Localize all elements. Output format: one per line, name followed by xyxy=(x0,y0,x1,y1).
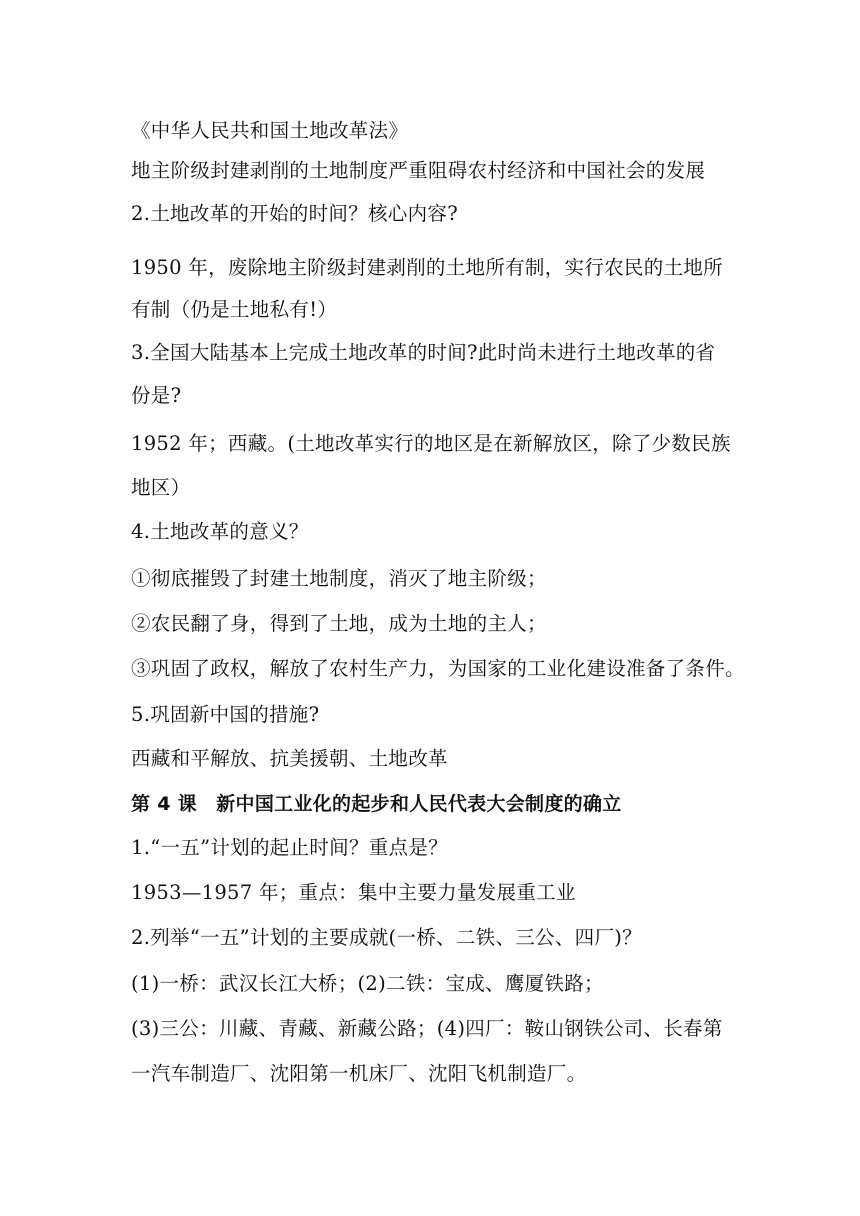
lesson-heading: 第 4 课 新中国工业化的起步和人民代表大会制度的确立 xyxy=(131,793,622,815)
question-line: 3.全国大陆基本上完成土地改革的时间?此时尚未进行土地改革的省 xyxy=(131,341,716,364)
text-line: 一汽车制造厂、沈阳第一机床厂、沈阳飞机制造厂。 xyxy=(131,1062,587,1085)
text-line: 《中华人民共和国土地改革法》 xyxy=(131,119,409,142)
question-line: 1.“一五”计划的起止时间？重点是？ xyxy=(131,836,448,859)
text-line: (1)一桥：武汉长江大桥；(2)二铁：宝成、鹰厦铁路； xyxy=(131,972,604,995)
question-line: 2.列举“一五”计划的主要成就(一桥、二铁、三公、四厂)？ xyxy=(131,926,642,949)
text-line: 1952 年；西藏。(土地改革实行的地区是在新解放区，除了少数民族 xyxy=(131,432,731,455)
text-line: 1950 年，废除地主阶级封建剥削的土地所有制，实行农民的土地所 xyxy=(131,256,723,279)
text-line: ③巩固了政权，解放了农村生产力，为国家的工业化建设准备了条件。 xyxy=(131,657,745,680)
question-line: 2.土地改革的开始的时间？核心内容? xyxy=(131,202,458,225)
question-line: 4.土地改革的意义？ xyxy=(131,520,309,543)
text-line: (3)三公：川藏、青藏、新藏公路；(4)四厂：鞍山钢铁公司、长春第 xyxy=(131,1017,723,1040)
question-line: 5.巩固新中国的措施? xyxy=(131,703,320,726)
text-line: 西藏和平解放、抗美援朝、土地改革 xyxy=(131,747,448,770)
question-line: 份是? xyxy=(131,384,182,407)
text-line: 地主阶级封建剥削的土地制度严重阻碍农村经济和中国社会的发展 xyxy=(131,159,706,182)
text-line: 有制（仍是土地私有!） xyxy=(131,298,338,321)
text-line: 地区） xyxy=(131,476,191,499)
text-line: ①彻底摧毁了封建土地制度，消灭了地主阶级； xyxy=(131,567,547,590)
text-line: 1953—1957 年；重点：集中主要力量发展重工业 xyxy=(131,881,576,904)
text-line: ②农民翻了身，得到了土地，成为土地的主人； xyxy=(131,612,547,635)
